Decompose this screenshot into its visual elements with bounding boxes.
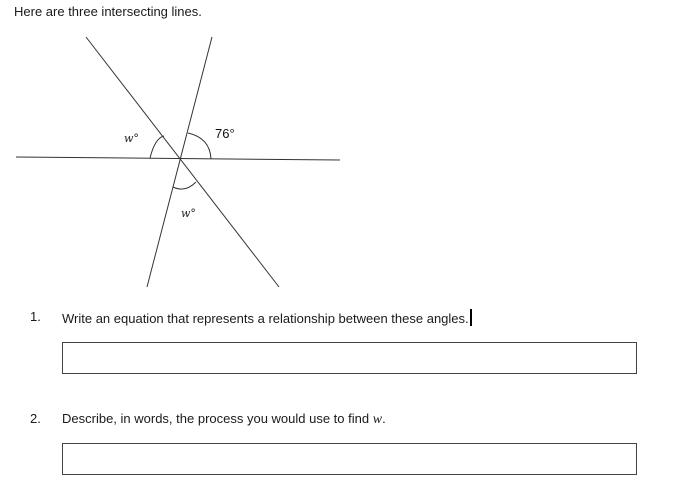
- question-2-number: 2.: [30, 411, 41, 426]
- upper-left-angle-label: w°: [124, 132, 139, 145]
- question-2-text-end: .: [382, 411, 386, 426]
- upper-left-angle-arc: [150, 136, 164, 158]
- intersecting-lines-diagram: [0, 28, 360, 296]
- answer-box-1[interactable]: [62, 342, 637, 374]
- question-2-text: Describe, in words, the process you would use to find: [62, 411, 373, 426]
- lower-angle-label: w°: [181, 207, 196, 220]
- question-1-text-wrapper: [62, 309, 472, 326]
- steep-line: [147, 37, 212, 287]
- question-1-text: Write an equation that represents a relationship between these angles.: [62, 311, 469, 326]
- question-2-variable: w: [372, 412, 383, 427]
- horizontal-line: [16, 157, 340, 160]
- question-1-number: 1.: [30, 309, 41, 324]
- intro-text: Here are three intersecting lines.: [14, 4, 202, 19]
- upper-right-angle-arc: [188, 133, 211, 159]
- upper-right-angle-label: 76°: [215, 126, 235, 141]
- lower-angle-arc: [173, 182, 196, 189]
- answer-box-2[interactable]: [62, 443, 637, 475]
- question-2-text-wrapper: [62, 411, 386, 428]
- text-cursor: [470, 309, 472, 326]
- diagonal-line: [86, 37, 279, 287]
